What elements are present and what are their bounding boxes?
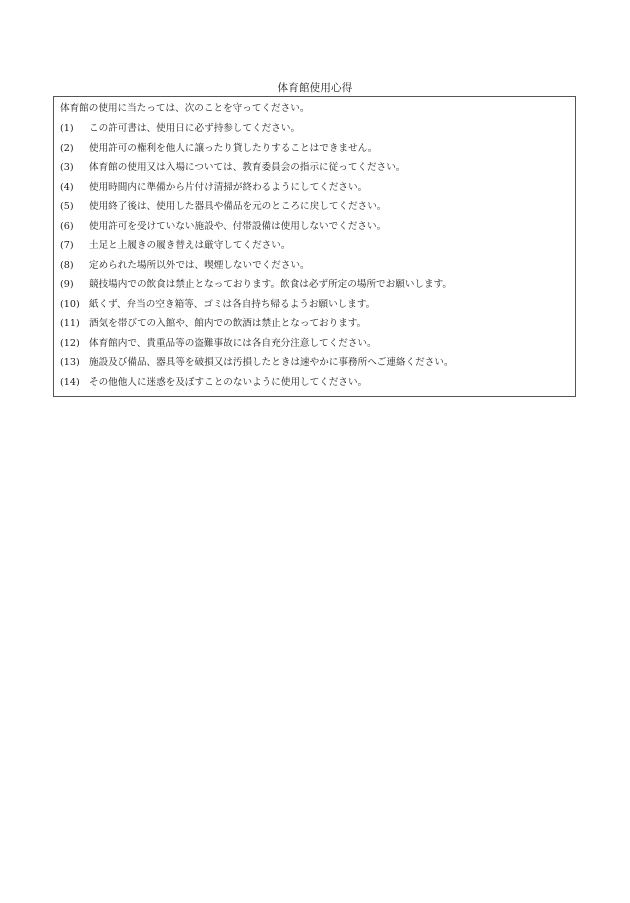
rule-item [60, 181, 575, 201]
rule-text: 紙くず、弁当の空き箱等、ゴミは各自持ち帰るようお願いします。 [89, 298, 376, 310]
rule-text: この許可書は、使用日に必ず持参してください。 [89, 123, 301, 134]
page-title: 体育館使用心得 [277, 82, 353, 94]
rule-number: (12) [60, 337, 80, 349]
rule-item [60, 356, 575, 376]
rule-number: (6) [60, 220, 74, 232]
rule-number: (5) [60, 201, 74, 212]
rule-item [60, 376, 575, 396]
rule-item [60, 239, 575, 259]
rule-text: 競技場内での飲食は禁止となっております。飲食は必ず所定の場所でお願いします。 [89, 279, 453, 290]
rule-text: 体育館内で、貴重品等の盗難事故には各自充分注意してください。 [89, 337, 377, 349]
rule-number: (11) [60, 318, 80, 329]
rule-item [60, 278, 575, 298]
rule-text: 施設及び備品、器具等を破損又は汚損したときは速やかに事務所へご連絡ください。 [89, 357, 454, 368]
rule-item [60, 220, 575, 240]
rule-item [60, 337, 575, 357]
rules-box [53, 96, 576, 397]
rule-number: (8) [60, 259, 74, 271]
rule-number: (10) [60, 298, 80, 310]
rule-item [60, 142, 575, 162]
rule-item [60, 200, 575, 220]
rule-text: 酒気を帯びての入館や、館内での飲酒は禁止となっております。 [89, 318, 367, 329]
rule-text: 土足と上履きの履き替えは厳守してください。 [89, 240, 291, 251]
rule-number: (2) [60, 142, 74, 154]
rule-number: (9) [60, 279, 74, 290]
rule-number: (3) [60, 162, 74, 173]
rule-number: (14) [60, 376, 80, 388]
rule-number: (4) [60, 181, 74, 193]
rule-list [60, 122, 575, 395]
rule-item [60, 259, 575, 279]
rule-text: 定められた場所以外では、喫煙しないでください。 [89, 259, 310, 271]
intro-text: 体育館の使用に当たっては、次のことを守ってください。 [60, 103, 310, 114]
rule-number: (7) [60, 240, 74, 251]
rule-text: 使用終了後は、使用した器具や備品を元のところに戻してください。 [89, 201, 387, 212]
rule-text: 使用許可を受けていない施設や、付帯設備は使用しないでください。 [89, 220, 387, 232]
rule-item [60, 161, 575, 181]
rule-text: 使用許可の権利を他人に譲ったり貸したりすることはできません。 [89, 142, 378, 154]
rule-text: 体育館の使用又は入場については、教育委員会の指示に従ってください。 [89, 162, 406, 173]
rule-item [60, 122, 575, 142]
rule-number: (13) [60, 357, 80, 368]
rule-text: 使用時間内に準備から片付け清掃が終わるようにしてください。 [89, 181, 368, 193]
rule-number: (1) [60, 123, 74, 134]
rule-text: その他他人に迷惑を及ぼすことのないように使用してください。 [89, 376, 368, 388]
rule-item [60, 317, 575, 337]
rule-item [60, 298, 575, 318]
